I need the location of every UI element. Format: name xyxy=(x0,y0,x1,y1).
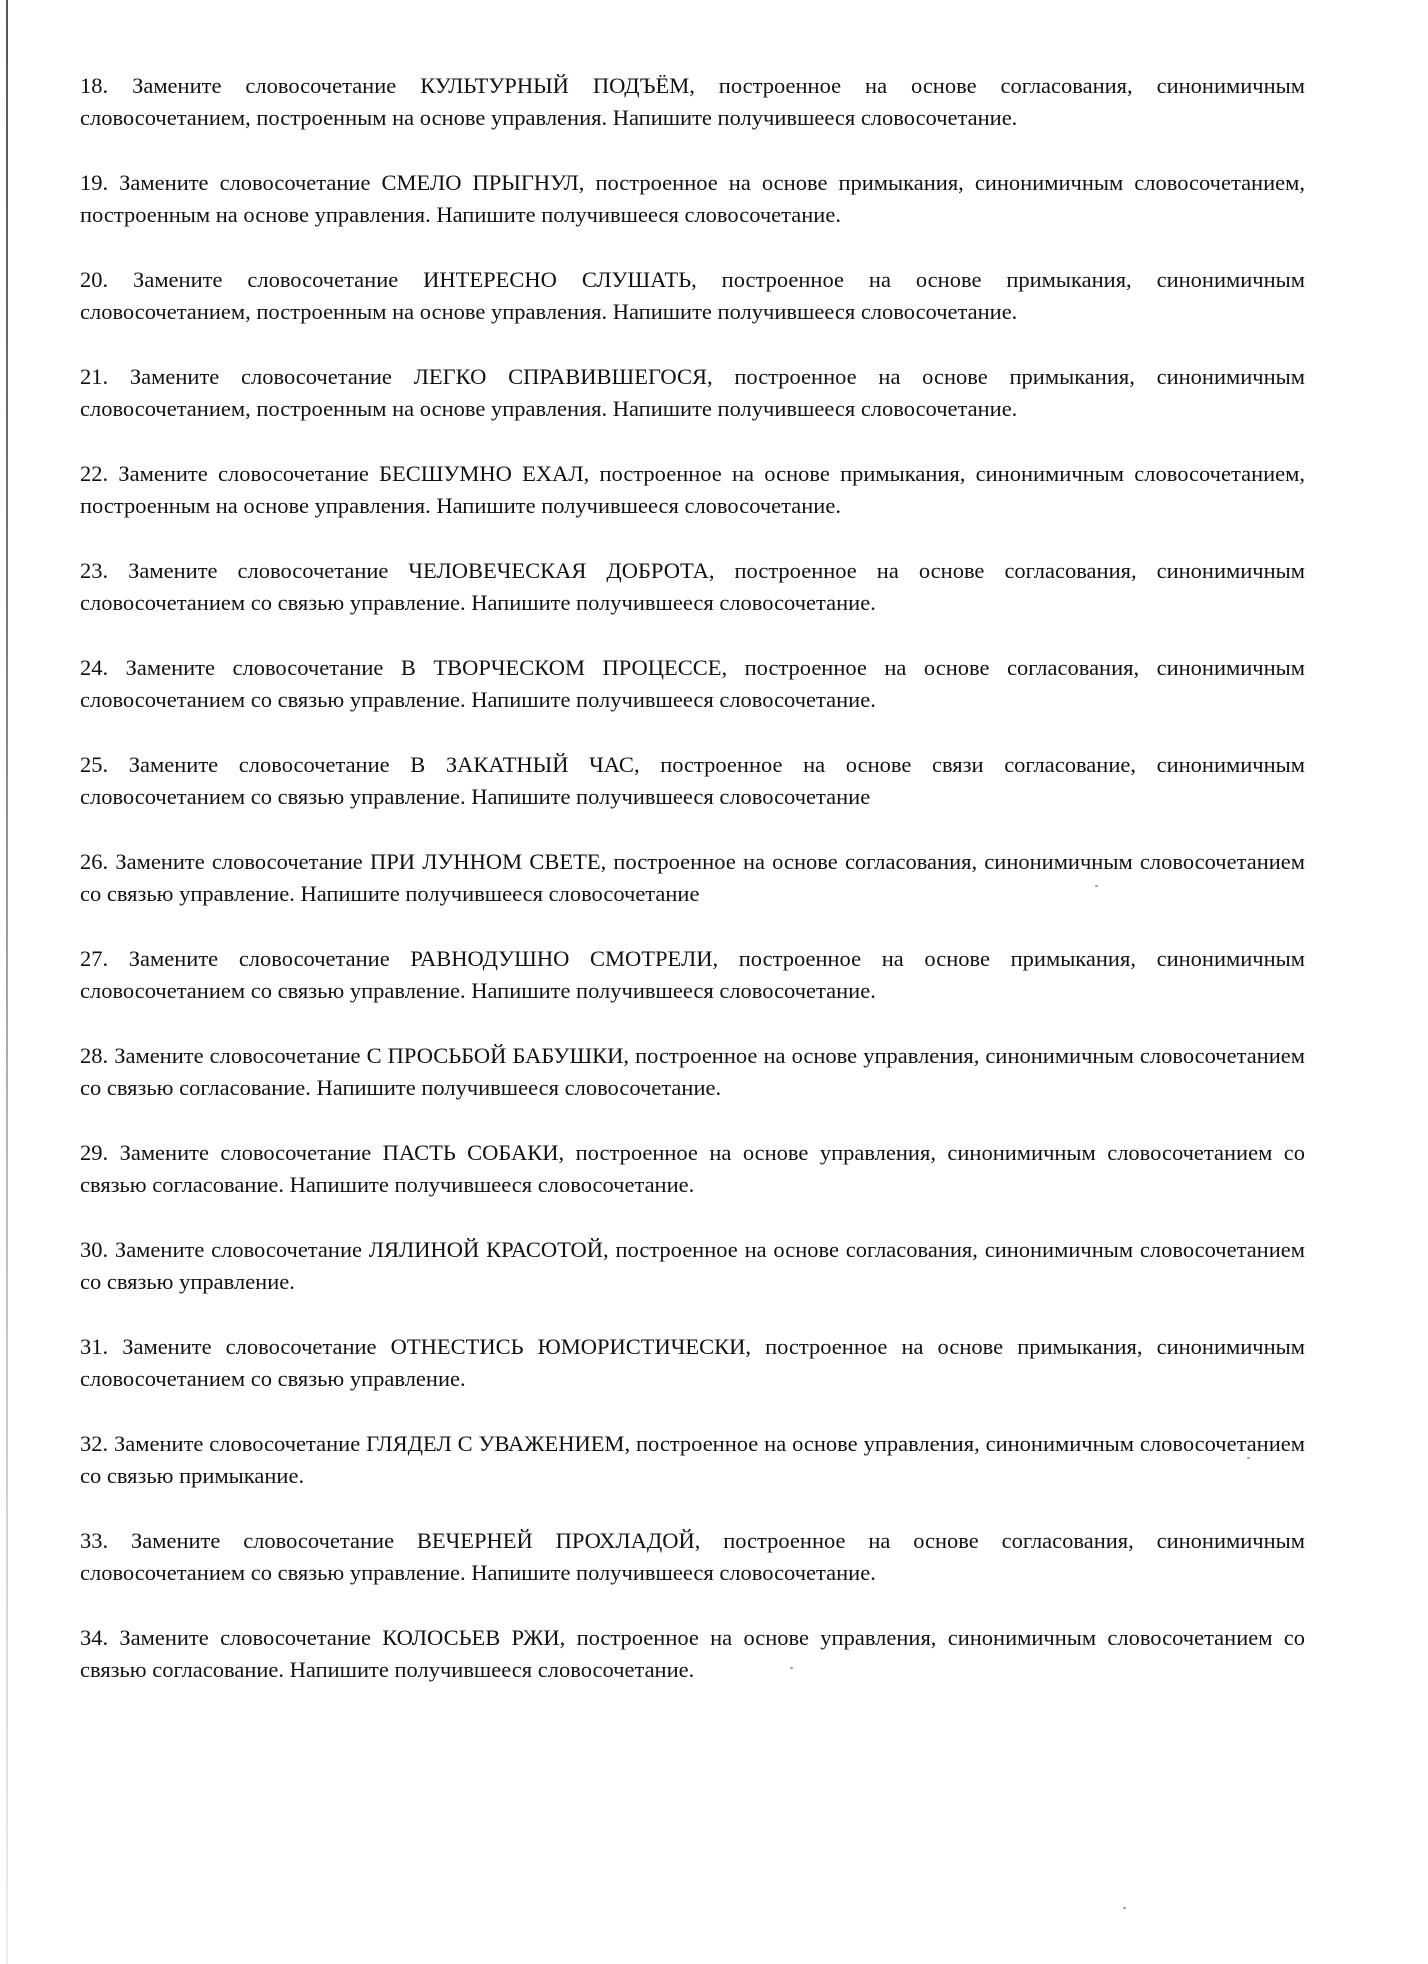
task-18: 18. Замените словосочетание КУЛЬТУРНЫЙ ПОДЪЁМ, построенное на основе согласования, синонимичным словосочетанием, построенным на основе управления. Напишите получившееся словосочетание. xyxy=(80,73,1305,130)
task-33: 33. Замените словосочетание ВЕЧЕРНЕЙ ПРОХЛАДОЙ, построенное на основе согласования, синонимичным словосочетанием со связью управление. Напишите получившееся словосочетание. xyxy=(80,1528,1305,1585)
task-20: 20. Замените словосочетание ИНТЕРЕСНО СЛУШАТЬ, построенное на основе примыкания, синонимичным словосочетанием, построенным на основе управления. Напишите получившееся словосочетание. xyxy=(80,267,1305,324)
task-24: 24. Замените словосочетание В ТВОРЧЕСКОМ ПРОЦЕССЕ, построенное на основе согласования, синонимичным словосочетанием со связью управление. Напишите получившееся словосочетание. xyxy=(80,655,1305,712)
task-34: 34. Замените словосочетание КОЛОСЬЕВ РЖИ, построенное на основе управления, синонимичным словосочетанием со связью согласование. Напишите получившееся словосочетание. xyxy=(80,1625,1305,1682)
task-23: 23. Замените словосочетание ЧЕЛОВЕЧЕСКАЯ ДОБРОТА, построенное на основе согласования, синонимичным словосочетанием со связью управление. Напишите получившееся словосочетание. xyxy=(80,558,1305,615)
task-22: 22. Замените словосочетание БЕСШУМНО ЕХАЛ, построенное на основе примыкания, синонимичным словосочетанием, построенным на основе управления. Напишите получившееся словосочетание. xyxy=(80,461,1305,518)
task-19: 19. Замените словосочетание СМЕЛО ПРЫГНУЛ, построенное на основе примыкания, синонимичным словосочетанием, построенным на основе управления. Напишите получившееся словосочетание. xyxy=(80,170,1305,227)
task-27: 27. Замените словосочетание РАВНОДУШНО СМОТРЕЛИ, построенное на основе примыкания, синонимичным словосочетанием со связью управление. Напишите получившееся словосочетание. xyxy=(80,946,1305,1003)
task-21: 21. Замените словосочетание ЛЕГКО СПРАВИВШЕГОСЯ, построенное на основе примыкания, синонимичным словосочетанием, построенным на основе управления. Напишите получившееся словосочетание. xyxy=(80,364,1305,421)
task-30: 30. Замените словосочетание ЛЯЛИНОЙ КРАСОТОЙ, построенное на основе согласования, синонимичным словосочетанием со связью управление. xyxy=(80,1237,1305,1294)
scan-left-edge xyxy=(6,0,8,1964)
task-26: 26. Замените словосочетание ПРИ ЛУННОМ СВЕТЕ, построенное на основе согласования, синонимичным словосочетанием со связью управление. Напишите получившееся словосочетание xyxy=(80,849,1305,906)
task-29: 29. Замените словосочетание ПАСТЬ СОБАКИ, построенное на основе управления, синонимичным словосочетанием со связью согласование. Напишите получившееся словосочетание. xyxy=(80,1140,1305,1197)
task-28: 28. Замените словосочетание С ПРОСЬБОЙ БАБУШКИ, построенное на основе управления, синонимичным словосочетанием со связью согласование. Напишите получившееся словосочетание. xyxy=(80,1043,1305,1100)
task-31: 31. Замените словосочетание ОТНЕСТИСЬ ЮМОРИСТИЧЕСКИ, построенное на основе примыкания, синонимичным словосочетанием со связью управление. xyxy=(80,1334,1305,1391)
scan-speck xyxy=(1123,1907,1126,1909)
task-25: 25. Замените словосочетание В ЗАКАТНЫЙ ЧАС, построенное на основе связи согласование, синонимичным словосочетанием со связью управление. Напишите получившееся словосочетание xyxy=(80,752,1305,809)
task-32: 32. Замените словосочетание ГЛЯДЕЛ С УВАЖЕНИЕМ, построенное на основе управления, синонимичным словосочетанием со связью примыкание. xyxy=(80,1431,1305,1488)
document-page xyxy=(80,70,1305,1719)
